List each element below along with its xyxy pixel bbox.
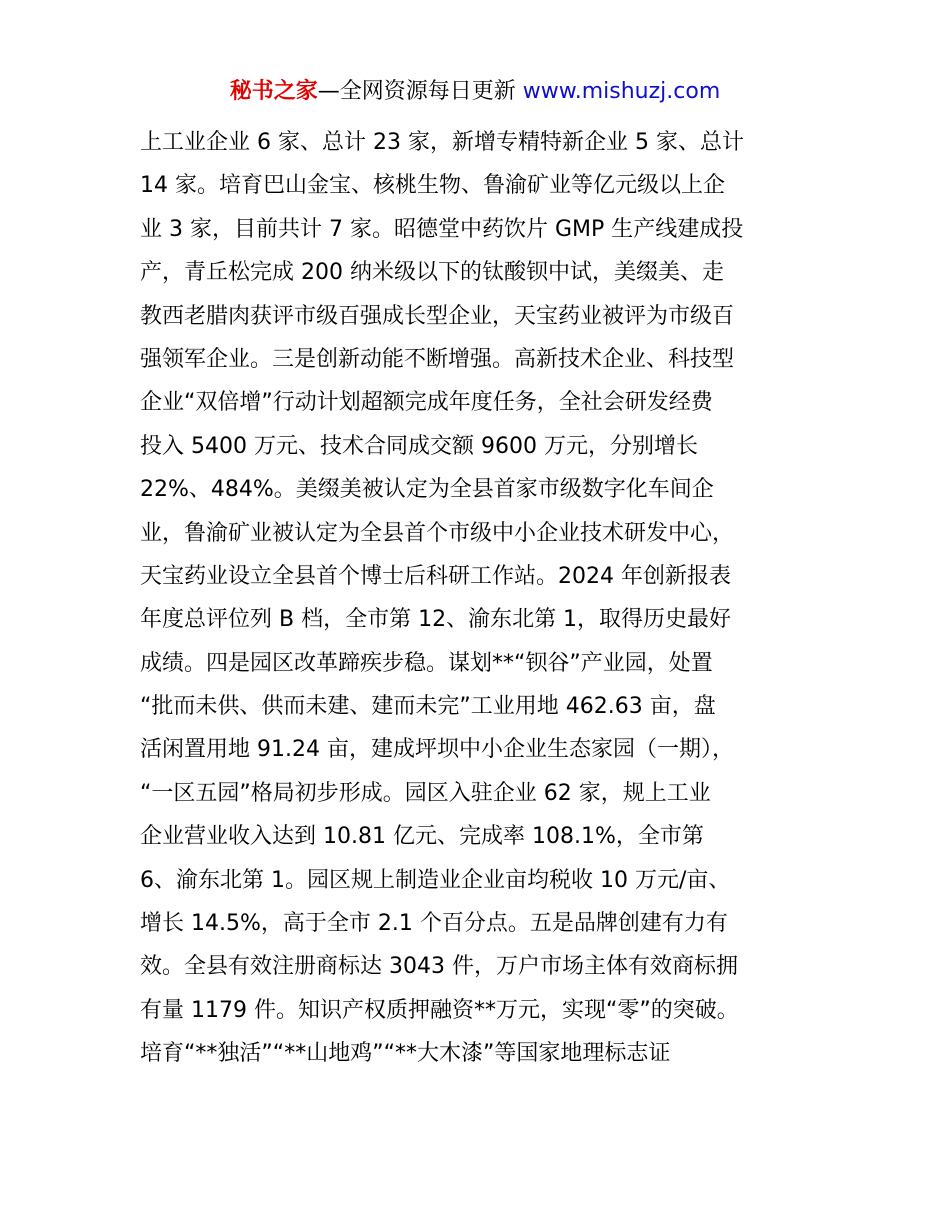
text-line: “一区五园”格局初步形成。园区入驻企业 62 家，规上工业	[140, 780, 711, 806]
site-header	[0, 76, 950, 108]
header-tagline: —全网资源每日更新	[317, 79, 523, 104]
text-line: “批而未供、供而未建、建而未完”工业用地 462.63 亩，盘	[140, 694, 716, 720]
text-line: 业 3 家，目前共计 7 家。昭德堂中药饮片 GMP 生产线建成投	[140, 216, 744, 242]
text-line: 增长 14.5%，高于全市 2.1 个百分点。五是品牌创建有力有	[140, 911, 728, 937]
text-line: 企业营业收入达到 10.81 亿元、完成率 108.1%，全市第	[140, 824, 704, 850]
text-line: 有量 1179 件。知识产权质押融资**万元，实现“零”的突破。	[140, 997, 739, 1023]
text-line: 6、渝东北第 1。园区规上制造业企业亩均税收 10 万元/亩、	[140, 867, 731, 893]
text-line: 产，青丘松完成 200 纳米级以下的钛酸钡中试，美缀美、走	[140, 260, 724, 286]
text-line: 投入 5400 万元、技术合同成交额 9600 万元，分别增长	[140, 433, 698, 459]
text-line: 强领军企业。三是创新动能不断增强。高新技术企业、科技型	[140, 346, 735, 372]
text-line: 成绩。四是园区改革蹄疾步稳。谋划**“钡谷”产业园，处置	[140, 650, 713, 676]
text-line: 上工业企业 6 家、总计 23 家，新增专精特新企业 5 家、总计	[140, 130, 744, 155]
text-line: 效。全县有效注册商标达 3043 件，万户市场主体有效商标拥	[140, 954, 738, 980]
text-line: 企业“双倍增”行动计划超额完成年度任务，全社会研发经费	[140, 390, 713, 416]
text-line: 14 家。培育巴山金宝、核桃生物、鲁渝矿业等亿元级以上企	[140, 173, 725, 199]
text-line: 教西老腊肉获评市级百强成长型企业，天宝药业被评为市级百	[140, 303, 735, 329]
text-line: 天宝药业设立全县首个博士后科研工作站。2024 年创新报表	[140, 563, 731, 589]
text-line: 年度总评位列 B 档，全市第 12、渝东北第 1，取得历史最好	[140, 607, 732, 633]
text-line: 培育“**独活”“**山地鸡”“**大木漆”等国家地理标志证	[140, 1041, 671, 1067]
brand-name: 秘书之家	[229, 79, 318, 104]
text-line: 业，鲁渝矿业被认定为全县首个市级中小企业技术研发中心，	[140, 520, 735, 546]
text-line: 22%、484%。美缀美被认定为全县首家市级数字化车间企	[140, 477, 714, 503]
text-line: 活闲置用地 91.24 亩，建成坪坝中小企业生态家园（一期），	[140, 737, 734, 763]
document-body	[140, 121, 820, 1076]
site-url-link[interactable]: www.mishuzj.com	[522, 79, 721, 104]
